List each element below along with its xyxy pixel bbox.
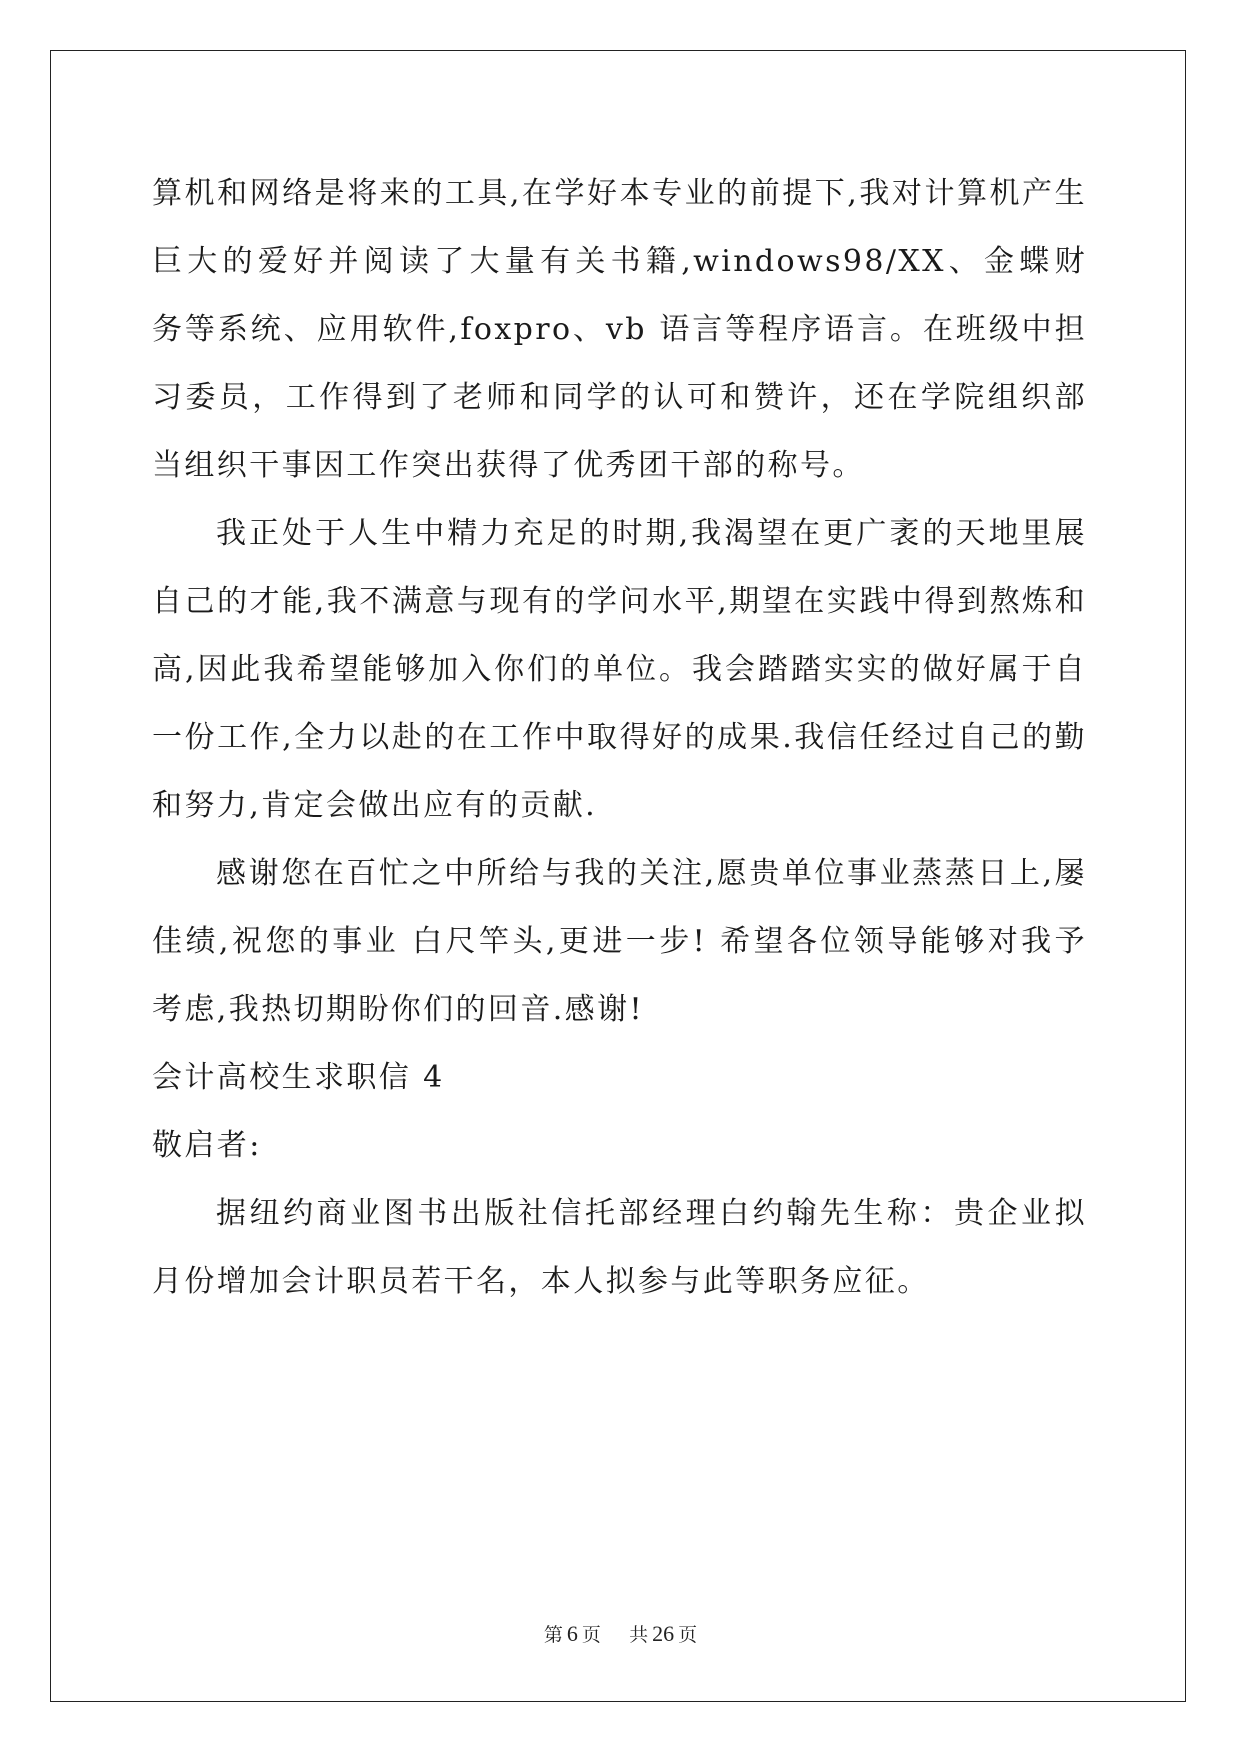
salutation <box>152 1112 1087 1180</box>
total-prefix: 共 <box>629 1624 649 1646</box>
text-line <box>152 704 1087 772</box>
text-line <box>152 908 1087 976</box>
line-text: 务等系统、应用软件,foxpro、vb 语言等程序语言。在班级中担 <box>152 312 1087 347</box>
text-line <box>152 772 1087 840</box>
section-heading <box>152 1044 1087 1112</box>
text-line <box>152 364 1087 432</box>
page-footer <box>0 1620 1241 1647</box>
text-line <box>152 1180 1087 1248</box>
text-line <box>152 636 1087 704</box>
line-text: 算机和网络是将来的工具,在学好本专业的前提下,我对计算机产生 <box>152 176 1087 211</box>
line-text: 当组织干事因工作突出获得了优秀团干部的称号。 <box>152 448 865 483</box>
total-suffix: 页 <box>678 1624 698 1646</box>
text-line <box>152 296 1087 364</box>
line-text: 巨大的爱好并阅读了大量有关书籍,windows98/XX、金蝶财 <box>152 244 1087 279</box>
heading-text: 会计高校生求职信 4 <box>152 1060 445 1095</box>
line-text: 感谢您在百忙之中所给与我的关注,愿贵单位事业蒸蒸日上,屡 <box>216 856 1087 891</box>
line-text: 据纽约商业图书出版社信托部经理白约翰先生称：贵企业拟 <box>216 1196 1087 1231</box>
text-line <box>152 500 1087 568</box>
total-pages: 26 <box>652 1621 675 1646</box>
line-text: 高,因此我希望能够加入你们的单位。我会踏踏实实的做好属于自 <box>152 652 1087 687</box>
text-line <box>152 432 1087 500</box>
text-line <box>152 840 1087 908</box>
line-text: 习委员，工作得到了老师和同学的认可和赞许，还在学院组织部 <box>152 380 1087 415</box>
line-text: 和努力,肯定会做出应有的贡献. <box>152 788 598 823</box>
salutation-text: 敬启者: <box>152 1128 262 1163</box>
text-line <box>152 976 1087 1044</box>
line-text: 一份工作,全力以赴的在工作中取得好的成果.我信任经过自己的勤 <box>152 720 1087 755</box>
text-line <box>152 228 1087 296</box>
document-body <box>152 160 1087 1316</box>
text-line <box>152 568 1087 636</box>
text-line <box>152 1248 1087 1316</box>
page-suffix: 页 <box>581 1624 601 1646</box>
line-text: 我正处于人生中精力充足的时期,我渴望在更广袤的天地里展 <box>216 516 1087 551</box>
page-prefix: 第 <box>543 1624 563 1646</box>
line-text: 自己的才能,我不满意与现有的学问水平,期望在实践中得到熬炼和 <box>152 584 1087 619</box>
line-text: 考虑,我热切期盼你们的回音.感谢! <box>152 992 644 1027</box>
line-text: 月份增加会计职员若干名，本人拟参与此等职务应征。 <box>152 1264 930 1299</box>
page-number: 6 <box>566 1621 578 1646</box>
line-text: 佳绩,祝您的事业 白尺竿头,更进一步! 希望各位领导能够对我予 <box>152 924 1087 959</box>
text-line <box>152 160 1087 228</box>
